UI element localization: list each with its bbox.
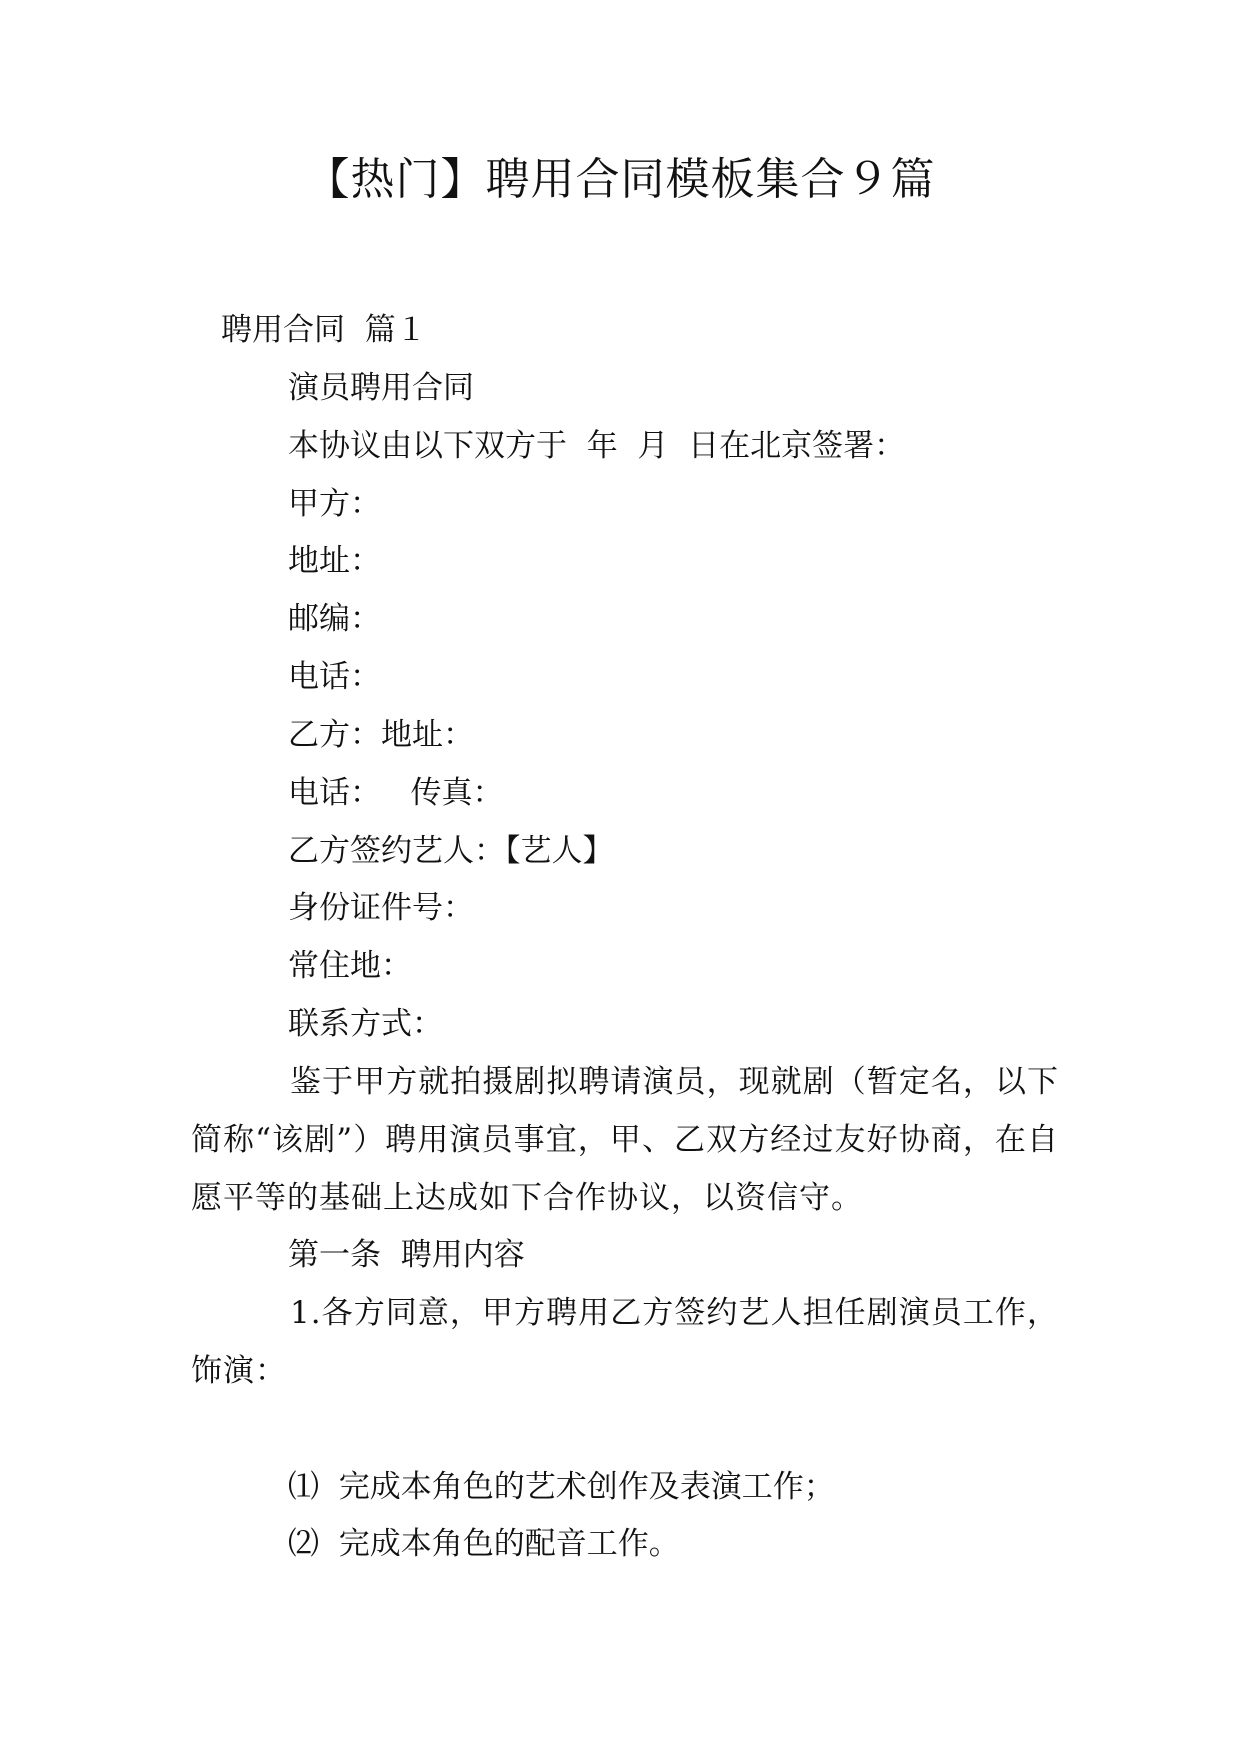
text-line: 本协议由以下双方于 年 月 日在北京签署： <box>288 428 906 464</box>
article-heading: 第一条 聘用内容 <box>288 1237 525 1273</box>
text-line: 联系方式： <box>288 1006 443 1042</box>
text-line: 电话： 传真： <box>288 775 504 811</box>
text-line: 乙方签约艺人：【艺人】 <box>288 833 614 869</box>
body-paragraph: 鉴于甲方就拍摄剧拟聘请演员，现就剧（暂定名，以下简称“该剧”）聘用演员事宜，甲、乙双方经过友好协商，在自愿平等的基础上达成如下合作协议，以资信守。 <box>191 1064 1059 1216</box>
text-line: 电话： <box>288 659 381 695</box>
text-line: 地址： <box>288 543 381 579</box>
document-title: 【热门】聘用合同模板集合９篇 <box>305 154 936 205</box>
body-paragraph: 1.各方同意，甲方聘用乙方签约艺人担任剧演员工作，饰演： <box>191 1295 1059 1389</box>
text-line: 常住地： <box>288 948 412 984</box>
text-line: 邮编： <box>288 601 381 637</box>
list-item: ⑵ 完成本角色的配音工作。 <box>288 1526 680 1562</box>
text-line: 甲方： <box>288 486 381 522</box>
section-heading: 聘用合同 篇１ <box>221 312 427 348</box>
text-line: 乙方：地址： <box>288 717 474 753</box>
list-item: ⑴ 完成本角色的艺术创作及表演工作； <box>288 1469 835 1505</box>
text-line: 身份证件号： <box>288 890 474 926</box>
text-line: 演员聘用合同 <box>288 370 474 406</box>
